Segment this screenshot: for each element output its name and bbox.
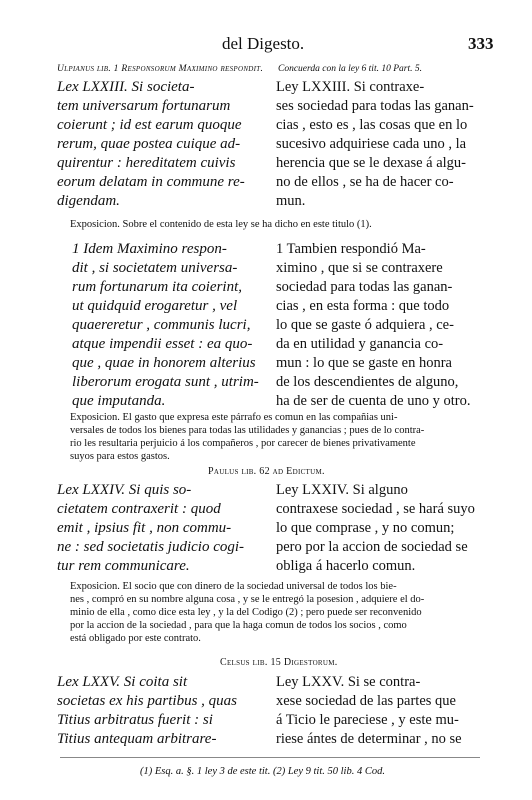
exposition-line: versales de todos los bienes para todas las utilidades y ganancias ; pues de lo contra-: [70, 425, 425, 436]
text-line: Lex LXXV. Si coita sit: [57, 674, 188, 690]
law73-latin-text: [57, 78, 245, 211]
text-line: que imputanda.: [72, 393, 166, 409]
text-line: sociedad para todas las ganan-: [276, 279, 453, 295]
text-line: sucesivo adquiriese cada uno , la: [276, 136, 467, 152]
text-line: da en utilidad y ganancia co-: [276, 336, 444, 352]
law73-exposition: [70, 218, 490, 231]
text-line: riese ántes de determinar , no se: [276, 731, 462, 747]
text-line: herencia que se le dexase á algu-: [276, 155, 467, 171]
text-line: á Ticio le pareciese , y este mu-: [276, 712, 459, 728]
text-line: 1 Tambien respondió Ma-: [276, 241, 426, 257]
exposition-line: minio de ella , como dice esta ley , y la del Codigo (2) ; pero puede ser reconvenido: [70, 607, 422, 618]
text-line: Ley LXXV. Si se contra-: [276, 674, 421, 690]
exposition-line: rio les resultaria perjuicio á los compañeros , por carecer de bienes privativamente: [70, 438, 416, 449]
text-line: eorum delatam in commune re-: [57, 174, 245, 190]
text-line: mun.: [276, 193, 306, 209]
text-line: emit , ipsius fit , non commu-: [57, 520, 232, 536]
law74-spanish-text: [276, 481, 475, 576]
law73-source-right: Concuerda con la ley 6 tit. 10 Part. 5.: [278, 64, 422, 74]
law73-source-left: Ulpianus lib. 1 Responsorum Maximino respondit.: [57, 64, 264, 74]
text-line: atque impendii esset : ea quo-: [72, 336, 253, 352]
text-line: cietatem contraxerit : quod: [57, 501, 221, 517]
exposition-line: Exposicion. El gasto que expresa este párrafo es comun en las compañias uni-: [70, 412, 398, 423]
page-number: 333: [468, 34, 494, 53]
law74-source: Paulus lib. 62 ad Edictum.: [208, 466, 325, 477]
par1-exposition: [70, 411, 490, 463]
text-line: 1 Idem Maximino respon-: [72, 241, 227, 257]
text-line: mun : lo que se gaste en honra: [276, 355, 452, 371]
text-line: liberorum erogata sunt , utrim-: [72, 374, 259, 390]
text-line: cias , en esta forma : que todo: [276, 298, 450, 314]
text-line: obliga á hacerlo comun.: [276, 558, 416, 574]
text-line: dit , si societatem universa-: [72, 260, 238, 276]
text-line: cias , esto es , las cosas que en lo: [276, 117, 468, 133]
exposition-line: por la accion de la sociedad , para que la haga comun de todos los socios , como: [70, 620, 407, 631]
text-line: pero por la accion de sociedad se: [276, 539, 468, 555]
text-line: Ley LXXIV. Si alguno: [276, 482, 408, 498]
text-line: tur rem communicare.: [57, 558, 190, 574]
exposition-line: Exposicion. El socio que con dinero de la sociedad universal de todos los bie-: [70, 581, 397, 592]
text-line: lo que se gaste ó adquiera , ce-: [276, 317, 454, 333]
running-header-title: del Digesto.: [222, 34, 305, 53]
text-line: ut quidquid erogaretur , vel: [72, 298, 238, 314]
law75-spanish-text: [276, 673, 462, 749]
law74-latin-text: [57, 481, 244, 576]
text-line: Ley LXXIII. Si contraxe-: [276, 79, 425, 95]
text-line: quirentur : hereditatem cuivis: [57, 155, 236, 171]
par1-spanish-text: [276, 240, 470, 411]
text-line: Titius arbitratus fuerit : si: [57, 712, 213, 728]
text-line: digendam.: [57, 193, 120, 209]
footnotes: (1) Esq. a. §. 1 ley 3 de este tit. (2) Ley 9 tit. 50 lib. 4 Cod.: [140, 766, 385, 777]
text-line: ses sociedad para todas las ganan-: [276, 98, 474, 114]
text-line: Titius antequam arbitrare-: [57, 731, 217, 747]
text-line: xese sociedad de las partes que: [276, 693, 456, 709]
footnote-rule: [60, 757, 480, 758]
exposition-line: nes , compró en su nombre alguna cosa , y se le entregó la posesion , adquiere el do-: [70, 594, 425, 605]
law74-exposition: [70, 580, 490, 645]
law75-latin-text: [57, 673, 237, 749]
text-line: que , quae in honorem alterius: [72, 355, 256, 371]
exposition-line: está obligado por este contrato.: [70, 633, 201, 644]
exposition-line: Exposicion. Sobre el contenido de esta ley se ha dicho en este titulo (1).: [70, 219, 372, 230]
text-line: rerum, quae postea cuique ad-: [57, 136, 241, 152]
text-line: lo que comprase , y no comun;: [276, 520, 455, 536]
law73-spanish-text: [276, 78, 474, 211]
exposition-line: suyos para estos gastos.: [70, 451, 170, 462]
text-line: rum fortunarum ita coierint,: [72, 279, 243, 295]
text-line: tem universarum fortunarum: [57, 98, 231, 114]
text-line: de los descendientes de alguno,: [276, 374, 459, 390]
text-line: contraxese sociedad , se hará suyo: [276, 501, 475, 517]
text-line: ha de ser de cuenta de uno y otro.: [276, 393, 471, 409]
par1-latin-text: [72, 240, 259, 411]
text-line: societas ex his partibus , quas: [57, 693, 237, 709]
text-line: ximino , que si se contraxere: [276, 260, 443, 276]
text-line: quaereretur , communis lucri,: [72, 317, 251, 333]
text-line: Lex LXXIV. Si quis so-: [57, 482, 192, 498]
text-line: ne : sed societatis judicio cogi-: [57, 539, 245, 555]
text-line: Lex LXXIII. Si societa-: [57, 79, 195, 95]
text-line: coierunt ; id est earum quoque: [57, 117, 242, 133]
text-line: no de ellos , se ha de hacer co-: [276, 174, 454, 190]
law75-source: Celsus lib. 15 Digestorum.: [220, 657, 338, 668]
